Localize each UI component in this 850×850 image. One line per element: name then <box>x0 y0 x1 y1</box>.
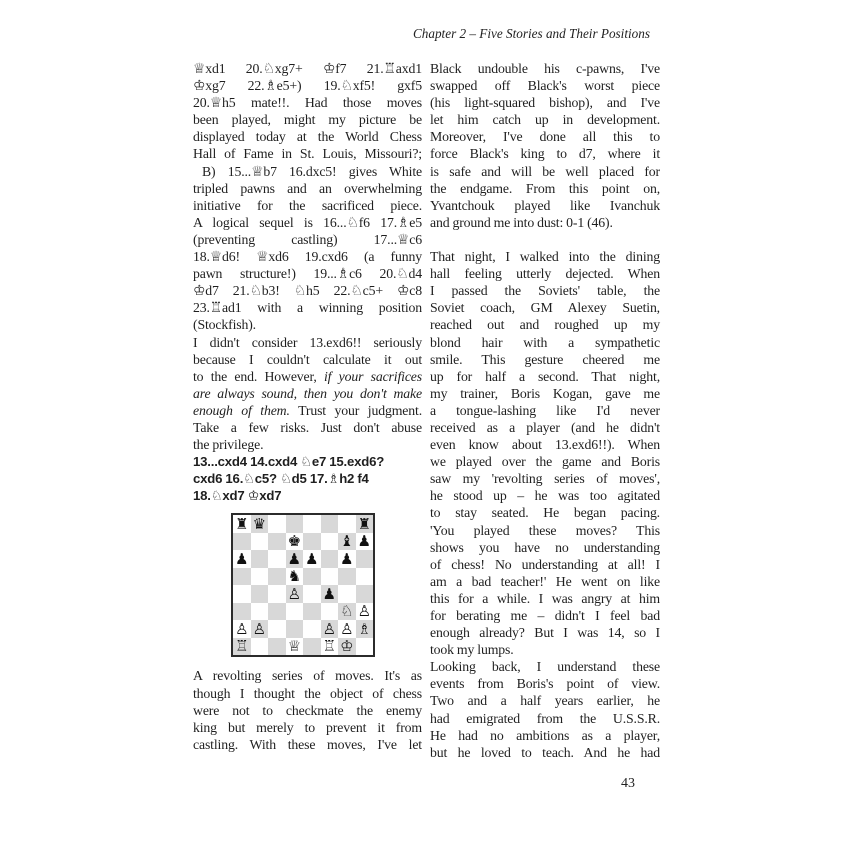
text-line <box>193 334 422 351</box>
text-line <box>430 145 660 162</box>
piece-black-rook: ♜ <box>357 514 371 533</box>
piece-white-pawn: ♙ <box>322 619 336 638</box>
text-run: had emigrated from the U.S.S.R. <box>430 710 660 726</box>
text-run: (his light-squared bishop), and I've <box>430 95 660 111</box>
italic-text-run: if your sacrifices <box>324 368 422 384</box>
piece-white-queen: ♕ <box>287 637 301 656</box>
board-square <box>338 533 356 551</box>
bold-move-text-run: 13...cxd4 14.cxd4 ♘e7 15.exd6? <box>193 454 385 470</box>
text-line <box>193 163 422 180</box>
text-run: 23.♖ad1 with a winning position <box>193 300 422 316</box>
text-line <box>430 163 660 180</box>
italic-text-run: are always sound, then you don't make <box>193 385 422 401</box>
board-square <box>338 638 356 656</box>
text-line <box>193 470 422 487</box>
text-line <box>430 453 660 470</box>
text-run: Soviet coach, GM Alexey Suetin, <box>430 300 660 316</box>
piece-white-pawn: ♙ <box>235 619 249 638</box>
text-run: for berating me – didn't I feel bad <box>430 608 660 623</box>
board-square <box>303 550 321 568</box>
text-run: Take a few risks. Just don't abuse <box>193 419 422 435</box>
text-run: pawn structure!) 19...♗c6 20.♘d4 <box>193 266 422 282</box>
text-line <box>193 77 422 94</box>
text-run: 'You played these moves? This <box>430 522 660 538</box>
board-square <box>251 585 269 603</box>
board-square <box>268 515 286 533</box>
text-line <box>430 710 660 727</box>
board-square <box>356 550 374 568</box>
text-line <box>193 719 422 736</box>
board-square <box>268 638 286 656</box>
piece-black-pawn: ♟ <box>357 532 371 551</box>
board-square <box>356 585 374 603</box>
board-square <box>321 638 339 656</box>
text-line <box>430 128 660 145</box>
board-square <box>233 603 251 621</box>
text-run: took my lumps. <box>430 642 514 658</box>
piece-white-pawn: ♙ <box>287 584 301 603</box>
board-square <box>321 603 339 621</box>
board-square <box>338 515 356 533</box>
text-line <box>430 282 660 299</box>
text-line <box>193 214 422 231</box>
text-run: initiative for the sacrificed piece. <box>193 197 422 213</box>
text-line <box>193 60 422 77</box>
text-run: he stood up – he was too agitated <box>430 488 660 504</box>
left-text-column <box>193 60 422 753</box>
text-run: let him catch up in development. <box>430 112 660 128</box>
board-square <box>268 585 286 603</box>
board-square <box>233 620 251 638</box>
text-run: tripled pawns and an overwhelming <box>193 180 422 196</box>
text-line <box>193 702 422 719</box>
text-run: castling. With these moves, I've let <box>193 736 422 752</box>
board-square <box>268 550 286 568</box>
text-line <box>430 197 660 214</box>
bold-move-text-run: 18.♘xd7 ♔xd7 <box>193 488 282 504</box>
board-square <box>321 533 339 551</box>
board-square <box>356 533 374 551</box>
text-line <box>193 282 422 299</box>
board-square <box>251 550 269 568</box>
text-run: the endgame. From this point on, <box>430 180 660 196</box>
running-head: Chapter 2 – Five Stories and Their Positions <box>412 26 650 41</box>
piece-black-pawn: ♟ <box>305 549 319 568</box>
board-square <box>338 568 356 586</box>
text-run: 18.♕d6! ♕xd6 19.cxd6 (a funny <box>193 249 422 265</box>
text-line <box>193 685 422 702</box>
board-square <box>338 550 356 568</box>
text-line <box>430 111 660 128</box>
text-line <box>430 727 660 744</box>
text-run: my trainer, Boris Kogan, gave me <box>430 385 660 401</box>
text-line <box>430 265 660 282</box>
text-run: this for a while. I was angry at him <box>430 590 660 606</box>
text-line <box>193 265 422 282</box>
text-run: am a bad teacher!' He went on like <box>430 573 660 589</box>
text-run: I passed the Soviets' table, the <box>430 283 660 299</box>
board-square <box>303 585 321 603</box>
piece-white-knight: ♘ <box>340 602 354 621</box>
text-line <box>430 573 660 590</box>
piece-black-pawn: ♟ <box>322 584 336 603</box>
text-line <box>430 385 660 402</box>
text-line <box>430 556 660 573</box>
text-run: hall feeling utterly dejected. When <box>430 266 660 282</box>
board-square <box>338 585 356 603</box>
board-square <box>286 603 304 621</box>
text-line <box>193 419 422 436</box>
page-number: 43 <box>621 776 635 791</box>
paragraph-gap <box>430 231 660 248</box>
text-line <box>430 487 660 504</box>
text-line <box>430 351 660 368</box>
text-line <box>430 60 660 77</box>
text-line <box>430 522 660 539</box>
text-line <box>430 334 660 351</box>
text-run: is safe and will be well placed for <box>430 163 660 179</box>
text-run: king but merely to prevent it from <box>193 719 422 735</box>
board-square <box>286 638 304 656</box>
text-run: Two and a half years earlier, he <box>430 693 660 709</box>
text-run: ♔d7 21.♘b3! ♘h5 22.♘c5+ ♔c8 <box>193 283 422 299</box>
board-square <box>251 620 269 638</box>
text-run: blond hair with a sympathetic <box>430 334 660 350</box>
text-run: I didn't consider 13.exd6!! seriously <box>193 334 422 350</box>
text-line <box>430 94 660 111</box>
text-line <box>193 94 422 111</box>
board-square <box>303 603 321 621</box>
text-line <box>430 402 660 419</box>
text-line <box>193 385 422 402</box>
piece-black-rook: ♜ <box>235 514 249 533</box>
text-line <box>193 299 422 316</box>
text-run: B) 15...♕b7 16.dxc5! gives White <box>202 163 422 179</box>
text-run: to stay seated. He began pacing. <box>430 505 660 521</box>
text-line <box>430 316 660 333</box>
board-square <box>268 533 286 551</box>
text-line <box>193 145 422 162</box>
board-square <box>321 515 339 533</box>
text-line <box>193 436 422 453</box>
board-square <box>286 620 304 638</box>
board-square <box>268 568 286 586</box>
text-run: That night, I walked into the dining <box>430 249 660 265</box>
board-square <box>356 515 374 533</box>
text-run: ♕xd1 20.♘xg7+ ♔f7 21.♖axd1 <box>193 61 422 76</box>
board-square <box>303 638 321 656</box>
text-line <box>193 197 422 214</box>
text-run: Yvantchouk played like Ivanchuk <box>430 197 660 213</box>
text-line <box>193 128 422 145</box>
board-square <box>251 515 269 533</box>
piece-white-king: ♔ <box>340 637 354 656</box>
piece-white-pawn: ♙ <box>357 602 371 621</box>
text-run: we played over the game and Boris <box>430 454 660 470</box>
piece-white-pawn: ♙ <box>340 619 354 638</box>
text-run: but he loved to teach. And he had <box>430 744 660 760</box>
board-square <box>338 603 356 621</box>
text-run: Moreover, I've done all this to <box>430 129 660 145</box>
text-run: though I thought the object of chess <box>193 685 422 701</box>
text-line <box>430 77 660 94</box>
board-square <box>303 568 321 586</box>
text-run: because I couldn't calculate it out <box>193 351 422 367</box>
board-square <box>303 533 321 551</box>
text-run: swapped off Black's worst piece <box>430 78 660 94</box>
text-run: a tongue-lashing like I'd never <box>430 402 660 418</box>
board-square <box>251 533 269 551</box>
board-square <box>286 515 304 533</box>
piece-white-rook: ♖ <box>235 637 249 656</box>
italic-text-run: enough of them. <box>193 402 290 418</box>
text-line <box>193 667 422 684</box>
text-line <box>193 231 422 248</box>
bold-move-text-run: cxd6 16.♘c5? ♘d5 17.♗h2 f4 <box>193 471 369 487</box>
text-run: saw my 'revolting series of moves', <box>430 471 660 487</box>
text-run: ♔xg7 22.♗e5+) 19.♘xf5! gxf5 <box>193 78 422 94</box>
board-square <box>233 533 251 551</box>
text-line <box>430 744 660 761</box>
board-square <box>251 603 269 621</box>
piece-white-rook: ♖ <box>322 637 336 656</box>
text-line <box>430 607 660 624</box>
text-run: Trust your judgment. <box>289 402 422 418</box>
text-line <box>430 180 660 197</box>
text-run: even know about 13.exd6!!). When <box>430 437 660 453</box>
board-square <box>321 568 339 586</box>
board-square <box>251 638 269 656</box>
piece-black-pawn: ♟ <box>340 549 354 568</box>
board-square <box>233 585 251 603</box>
text-line <box>193 351 422 368</box>
text-run: (preventing castling) 17...♕c6 <box>193 231 422 247</box>
board-square <box>251 568 269 586</box>
piece-white-bishop: ♗ <box>357 619 371 638</box>
text-run: of chess! No understanding at all! I <box>430 556 660 572</box>
text-run: A logical sequel is 16...♘f6 17.♗e5 <box>193 214 422 230</box>
text-line <box>193 248 422 265</box>
board-square <box>356 603 374 621</box>
text-line <box>430 624 660 641</box>
text-run: (Stockfish). <box>193 317 256 333</box>
text-line <box>193 111 422 128</box>
chess-board <box>231 513 375 657</box>
text-run: shows you have no understanding <box>430 539 660 555</box>
text-run: events from Boris's point of view. <box>430 676 660 692</box>
text-run: were not to checkmate the enemy <box>193 702 422 718</box>
text-run: force Black's king to d7, where it <box>430 146 660 162</box>
board-square <box>321 550 339 568</box>
text-line <box>430 248 660 265</box>
piece-black-knight: ♞ <box>287 567 301 586</box>
piece-black-bishop: ♝ <box>340 532 354 551</box>
board-square <box>286 568 304 586</box>
board-square <box>321 585 339 603</box>
board-square <box>356 638 374 656</box>
text-run: 20.♕h5 mate!!. Had those moves <box>193 95 422 111</box>
board-square <box>233 568 251 586</box>
board-square <box>286 550 304 568</box>
board-square <box>303 515 321 533</box>
text-run: reached out and roughed up my <box>430 317 660 333</box>
text-run: received as a player (and he didn't <box>430 419 660 435</box>
board-square <box>286 585 304 603</box>
text-line <box>430 675 660 692</box>
text-line <box>430 419 660 436</box>
text-line <box>430 470 660 487</box>
chess-diagram <box>231 513 375 657</box>
board-square <box>233 550 251 568</box>
right-text-column <box>430 60 660 761</box>
text-line <box>193 180 422 197</box>
board-square <box>338 620 356 638</box>
text-line <box>193 736 422 753</box>
board-square <box>356 568 374 586</box>
board-square <box>268 620 286 638</box>
text-line <box>193 487 422 504</box>
piece-black-pawn: ♟ <box>235 549 249 568</box>
board-square <box>233 515 251 533</box>
board-square <box>268 603 286 621</box>
text-line <box>430 214 660 231</box>
text-run: and ground me into dust: 0-1 (46). <box>430 214 613 230</box>
text-run: enough already? But I was 14, so I <box>430 625 660 641</box>
text-line <box>430 368 660 385</box>
text-run: Hall of Fame in St. Louis, Missouri?; <box>193 146 422 162</box>
text-run: A revolting series of moves. It's as <box>193 668 422 684</box>
text-line <box>430 504 660 521</box>
text-run: He had no ambitions as a player, <box>430 727 660 743</box>
board-square <box>321 620 339 638</box>
text-line <box>430 641 660 658</box>
text-run: Black undouble his c-pawns, I've <box>430 61 660 76</box>
text-line <box>193 368 422 385</box>
board-square <box>286 533 304 551</box>
text-line <box>430 436 660 453</box>
text-run: been played, might my picture be <box>193 112 422 128</box>
piece-white-pawn: ♙ <box>252 619 266 638</box>
board-square <box>356 620 374 638</box>
text-line <box>430 658 660 675</box>
text-line <box>430 692 660 709</box>
piece-black-queen: ♛ <box>252 514 266 533</box>
text-run: to the end. However, <box>193 368 324 384</box>
text-line <box>430 590 660 607</box>
board-square <box>303 620 321 638</box>
board-square <box>233 638 251 656</box>
text-line <box>430 299 660 316</box>
text-line <box>193 453 422 470</box>
text-run: the privilege. <box>193 437 264 453</box>
text-line <box>193 402 422 419</box>
text-line <box>193 316 422 333</box>
text-run: smile. This gesture cheered me <box>430 351 660 367</box>
text-run: displayed today at the World Chess <box>193 129 422 145</box>
piece-black-pawn: ♟ <box>287 549 301 568</box>
text-run: Looking back, I understand these <box>430 659 660 675</box>
text-line <box>430 539 660 556</box>
text-run: up for half a second. That night, <box>430 368 660 384</box>
piece-black-king: ♚ <box>287 532 301 551</box>
